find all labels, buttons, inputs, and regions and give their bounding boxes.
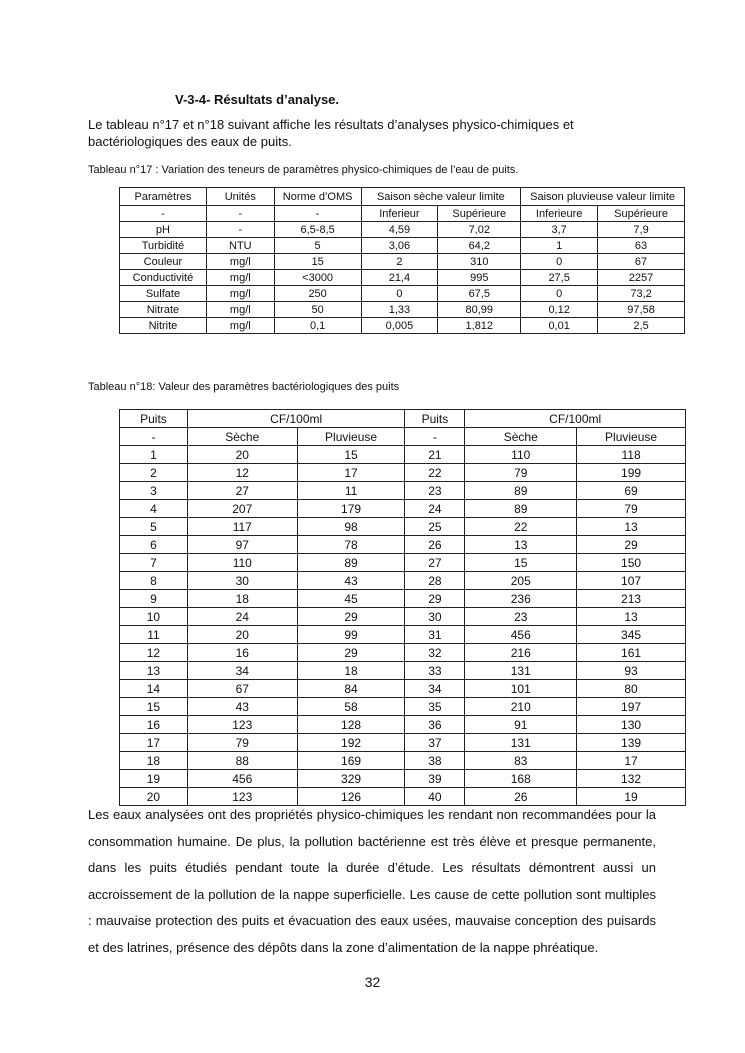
table-cell: 45: [297, 590, 405, 608]
subheader-cell: Inferieure: [521, 206, 598, 222]
table-cell: 6: [120, 536, 188, 554]
table-cell: 13: [465, 536, 577, 554]
table-row: [120, 734, 686, 752]
table-cell: 80,99: [438, 302, 521, 318]
table-cell: 43: [187, 698, 297, 716]
table-row: [120, 446, 686, 464]
table-row: [120, 644, 686, 662]
table-row: [120, 254, 685, 270]
table-cell: 40: [405, 788, 465, 806]
table-cell: 0: [521, 286, 598, 302]
table-cell: 5: [120, 518, 188, 536]
table-cell: 2: [361, 254, 438, 270]
table-cell: 169: [297, 752, 405, 770]
table-cell: 456: [187, 770, 297, 788]
table-cell: 20: [120, 788, 188, 806]
table-row: [120, 302, 685, 318]
subheader-cell: -: [120, 206, 207, 222]
table-cell: 17: [120, 734, 188, 752]
table-row: [120, 500, 686, 518]
table-cell: 236: [465, 590, 577, 608]
table-cell: 63: [598, 238, 685, 254]
table-cell: 18: [297, 662, 405, 680]
table-cell: 29: [405, 590, 465, 608]
subheader-cell: Supérieure: [438, 206, 521, 222]
table-cell: 131: [465, 734, 577, 752]
table-cell: 23: [405, 482, 465, 500]
table-row: [120, 590, 686, 608]
table-cell: 29: [297, 644, 405, 662]
bacteriological-table: [119, 409, 686, 806]
table-cell: 12: [187, 464, 297, 482]
header-saison-pluvieuse: Saison pluvieuse valeur limite: [521, 188, 685, 206]
table-cell: 0: [361, 286, 438, 302]
page-number: 32: [364, 974, 381, 990]
intro-paragraph: Le tableau n°17 et n°18 suivant affiche les résultats d’analyses physico-chimiques et bactériologiques des eaux de puits.: [88, 117, 574, 149]
table-cell: 329: [297, 770, 405, 788]
table-cell: 1,812: [438, 318, 521, 334]
table-cell: mg/l: [206, 286, 274, 302]
table-cell: 32: [405, 644, 465, 662]
table-row: [120, 698, 686, 716]
table-cell: 2257: [598, 270, 685, 286]
subheader-cell: -: [206, 206, 274, 222]
table-cell: 33: [405, 662, 465, 680]
table-cell: 16: [120, 716, 188, 734]
table-cell: 207: [187, 500, 297, 518]
table-cell: 79: [577, 500, 686, 518]
table-cell: 0,005: [361, 318, 438, 334]
table-cell: 19: [577, 788, 686, 806]
subheader-cell: Sèche: [187, 428, 297, 446]
table-cell: 97: [187, 536, 297, 554]
subheader-cell: Inferieur: [361, 206, 438, 222]
table-cell: 73,2: [598, 286, 685, 302]
table-cell: 79: [187, 734, 297, 752]
table-cell: 3,06: [361, 238, 438, 254]
table-cell: 67: [187, 680, 297, 698]
table-cell: 22: [465, 518, 577, 536]
table-cell: 69: [577, 482, 686, 500]
table18-subheader-row: [120, 428, 686, 446]
table-cell: 0,12: [521, 302, 598, 318]
table-row: [120, 752, 686, 770]
table-cell: 38: [405, 752, 465, 770]
table-cell: 88: [187, 752, 297, 770]
table-cell: 23: [465, 608, 577, 626]
header-parametres: Paramètres: [120, 188, 207, 206]
table-cell: 101: [465, 680, 577, 698]
table-cell: 15: [120, 698, 188, 716]
table-cell: 99: [297, 626, 405, 644]
table-cell: 27: [187, 482, 297, 500]
table-cell: mg/l: [206, 302, 274, 318]
table17-subheader-row: [120, 206, 685, 222]
physico-chemical-table: [119, 187, 685, 334]
table-cell: 199: [577, 464, 686, 482]
table-cell: 132: [577, 770, 686, 788]
table-cell: 27: [405, 554, 465, 572]
table-cell: 2,5: [598, 318, 685, 334]
table17-caption: Tableau n°17 : Variation des teneurs de paramètres physico-chimiques de l’eau de puits.: [88, 164, 519, 176]
table-row: [120, 318, 685, 334]
table-cell: 995: [438, 270, 521, 286]
table-cell: 17: [577, 752, 686, 770]
table-cell: 26: [465, 788, 577, 806]
table-cell: 67: [598, 254, 685, 270]
table-cell: 123: [187, 788, 297, 806]
table-cell: 4,59: [361, 222, 438, 238]
table-cell: 78: [297, 536, 405, 554]
table-cell: 89: [465, 482, 577, 500]
table18-body: [120, 446, 686, 806]
subheader-cell: Supérieure: [598, 206, 685, 222]
table-cell: 6,5-8,5: [274, 222, 361, 238]
table-cell: 12: [120, 644, 188, 662]
table-cell: 58: [297, 698, 405, 716]
table-cell: 179: [297, 500, 405, 518]
table-cell: 107: [577, 572, 686, 590]
table-cell: 98: [297, 518, 405, 536]
table-cell: 30: [405, 608, 465, 626]
table-cell: 28: [405, 572, 465, 590]
table-row: [120, 662, 686, 680]
table-cell: 79: [465, 464, 577, 482]
table-cell: NTU: [206, 238, 274, 254]
table-cell: -: [206, 222, 274, 238]
table-cell: Nitrate: [120, 302, 207, 318]
subheader-cell: Pluvieuse: [297, 428, 405, 446]
table-cell: Sulfate: [120, 286, 207, 302]
table-cell: 24: [405, 500, 465, 518]
table-cell: 1,33: [361, 302, 438, 318]
subheader-cell: Sèche: [465, 428, 577, 446]
table-cell: 1: [521, 238, 598, 254]
table-cell: 210: [465, 698, 577, 716]
table-cell: 0,1: [274, 318, 361, 334]
table-cell: 25: [405, 518, 465, 536]
table-cell: 27,5: [521, 270, 598, 286]
header-puits: Puits: [405, 410, 465, 428]
table-cell: 7: [120, 554, 188, 572]
table-cell: 24: [187, 608, 297, 626]
table-cell: 19: [120, 770, 188, 788]
table-cell: 21: [405, 446, 465, 464]
table-cell: 213: [577, 590, 686, 608]
table-row: [120, 482, 686, 500]
table-cell: 89: [297, 554, 405, 572]
table-cell: 192: [297, 734, 405, 752]
table-cell: Nitrite: [120, 318, 207, 334]
table-cell: 14: [120, 680, 188, 698]
table-cell: 16: [187, 644, 297, 662]
subheader-cell: -: [405, 428, 465, 446]
table-cell: 15: [297, 446, 405, 464]
table-cell: 50: [274, 302, 361, 318]
table-cell: 2: [120, 464, 188, 482]
table-cell: 15: [465, 554, 577, 572]
table-row: [120, 518, 686, 536]
table-cell: 15: [274, 254, 361, 270]
table-cell: pH: [120, 222, 207, 238]
table-cell: 150: [577, 554, 686, 572]
table-cell: 10: [120, 608, 188, 626]
table-cell: 3,7: [521, 222, 598, 238]
table-row: [120, 626, 686, 644]
table-cell: 26: [405, 536, 465, 554]
table-cell: 37: [405, 734, 465, 752]
table-cell: 29: [577, 536, 686, 554]
table-cell: 4: [120, 500, 188, 518]
table-cell: 20: [187, 446, 297, 464]
table-row: [120, 716, 686, 734]
table-cell: Conductivité: [120, 270, 207, 286]
table-cell: mg/l: [206, 270, 274, 286]
table-cell: Couleur: [120, 254, 207, 270]
table-cell: 216: [465, 644, 577, 662]
table-cell: 128: [297, 716, 405, 734]
table-cell: 13: [577, 608, 686, 626]
table-cell: 123: [187, 716, 297, 734]
table-cell: 84: [297, 680, 405, 698]
table-cell: 64,2: [438, 238, 521, 254]
subheader-cell: -: [274, 206, 361, 222]
table-cell: 11: [120, 626, 188, 644]
table-cell: 34: [405, 680, 465, 698]
table-row: [120, 572, 686, 590]
table-cell: 29: [297, 608, 405, 626]
table-cell: 43: [297, 572, 405, 590]
table-cell: 161: [577, 644, 686, 662]
table-cell: <3000: [274, 270, 361, 286]
table-cell: 17: [297, 464, 405, 482]
table-cell: 13: [577, 518, 686, 536]
table18-header-row: [120, 410, 686, 428]
subheader-cell: -: [120, 428, 188, 446]
table-row: [120, 554, 686, 572]
table-cell: 250: [274, 286, 361, 302]
table-cell: 5: [274, 238, 361, 254]
table-cell: 21,4: [361, 270, 438, 286]
table-cell: 3: [120, 482, 188, 500]
table-cell: 18: [187, 590, 297, 608]
table-cell: 35: [405, 698, 465, 716]
table-cell: 7,9: [598, 222, 685, 238]
table-row: [120, 680, 686, 698]
table-cell: 30: [187, 572, 297, 590]
table-row: [120, 222, 685, 238]
header-cf: CF/100ml: [187, 410, 405, 428]
section-heading: V-3-4- Résultats d’analyse.: [175, 92, 340, 107]
table-cell: 22: [405, 464, 465, 482]
table-cell: 67,5: [438, 286, 521, 302]
table17-body: [120, 222, 685, 334]
header-cf: CF/100ml: [465, 410, 686, 428]
table-cell: 1: [120, 446, 188, 464]
header-unites: Unités: [206, 188, 274, 206]
table-cell: 126: [297, 788, 405, 806]
header-puits: Puits: [120, 410, 188, 428]
conclusion-paragraph: Les eaux analysées ont des propriétés physico-chimiques les rendant non recommandées pour la consommation humaine. De plus, la pollution bactérienne est très élève et presque permanente, dans les puits étudiés pendant toute la durée d’étude. Les résultats démontrent aussi un accroissement de la pollution de la nappe superficielle. Les cause de cette pollution sont multiples : mauvaise protection des puits et évacuation des eaux usées, mauvaise conception des puisards et des latrines, présence des dépôts dans la zone d’alimentation de la nappe phréatique.: [88, 807, 656, 955]
table-cell: 20: [187, 626, 297, 644]
table-cell: 11: [297, 482, 405, 500]
table-cell: 0,01: [521, 318, 598, 334]
table-cell: 93: [577, 662, 686, 680]
table-cell: 130: [577, 716, 686, 734]
table-row: [120, 608, 686, 626]
table-row: [120, 536, 686, 554]
table-cell: 18: [120, 752, 188, 770]
table-cell: 36: [405, 716, 465, 734]
table-cell: 83: [465, 752, 577, 770]
table-cell: mg/l: [206, 254, 274, 270]
table-cell: 34: [187, 662, 297, 680]
table-cell: 80: [577, 680, 686, 698]
table-cell: 9: [120, 590, 188, 608]
table-cell: 7,02: [438, 222, 521, 238]
table-row: [120, 770, 686, 788]
table-cell: 456: [465, 626, 577, 644]
table-cell: 118: [577, 446, 686, 464]
table-cell: 139: [577, 734, 686, 752]
table-cell: 0: [521, 254, 598, 270]
table-cell: 89: [465, 500, 577, 518]
table-row: [120, 286, 685, 302]
table-cell: 97,58: [598, 302, 685, 318]
table-row: [120, 270, 685, 286]
table-cell: 131: [465, 662, 577, 680]
table-cell: 91: [465, 716, 577, 734]
table-cell: 310: [438, 254, 521, 270]
table-cell: 117: [187, 518, 297, 536]
table-cell: 197: [577, 698, 686, 716]
table-cell: 205: [465, 572, 577, 590]
table-cell: 39: [405, 770, 465, 788]
table-cell: 110: [465, 446, 577, 464]
header-norme-oms: Norme d’OMS: [274, 188, 361, 206]
table-row: [120, 464, 686, 482]
table18-caption: Tableau n°18: Valeur des paramètres bactériologiques des puits: [88, 381, 400, 393]
table-cell: mg/l: [206, 318, 274, 334]
table-cell: 168: [465, 770, 577, 788]
table-cell: Turbidité: [120, 238, 207, 254]
table-cell: 13: [120, 662, 188, 680]
header-saison-seche: Saison sèche valeur limite: [361, 188, 521, 206]
table-cell: 110: [187, 554, 297, 572]
table-cell: 345: [577, 626, 686, 644]
table-cell: 8: [120, 572, 188, 590]
table-cell: 31: [405, 626, 465, 644]
table-row: [120, 238, 685, 254]
subheader-cell: Pluvieuse: [577, 428, 686, 446]
